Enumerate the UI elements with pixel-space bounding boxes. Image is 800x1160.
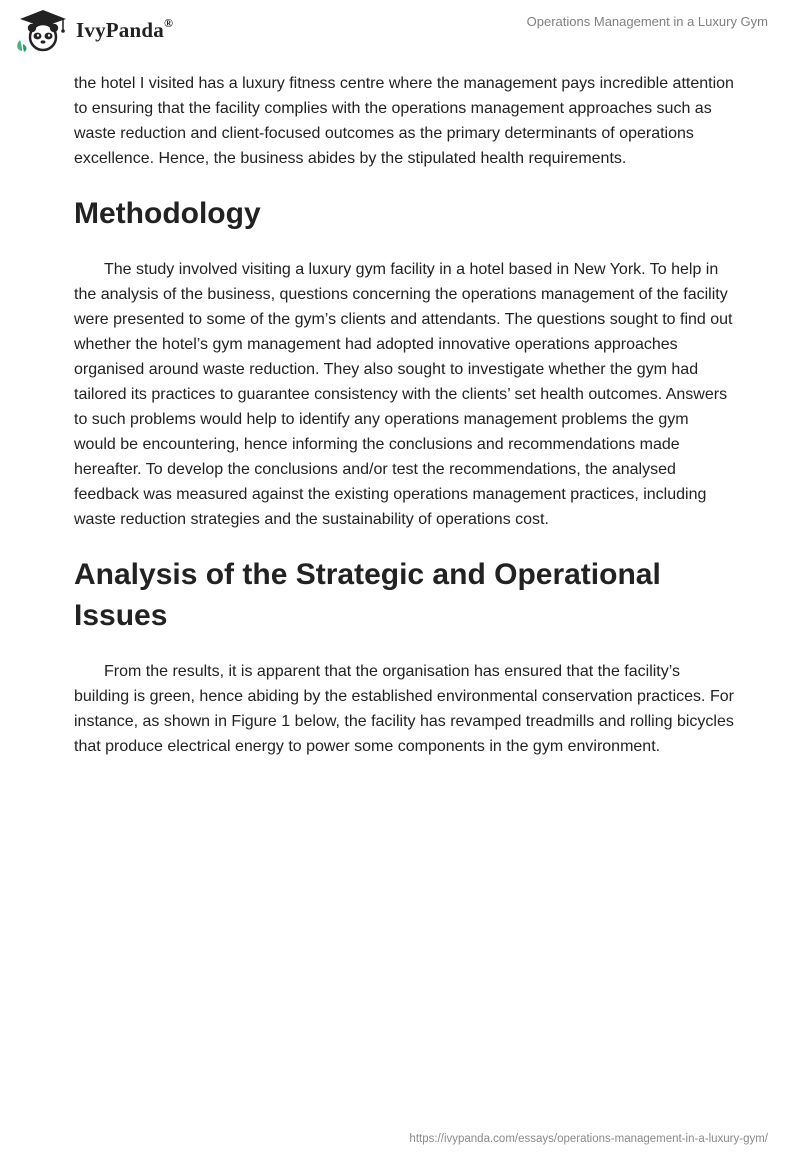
panda-graduate-icon [14, 8, 72, 52]
analysis-heading: Analysis of the Strategic and Operational Issues [74, 558, 661, 632]
article-body [74, 71, 734, 759]
methodology-paragraph: The study involved visiting a luxury gym facility in a hotel based in New York. To help in the analysis of the business, questions concerning the operations management of the facility were presented to some of the gym’s clients and attendants. The questions sought to find out whether the hotel’s gym management had adopted innovative operations approaches organised around waste reduction. They also sought to investigate whether the gym had tailored its practices to guarantee consistency with the clients’ set health outcomes. Answers to such problems would help to identify any operations management problems the gym would be encountering, hence informing the conclusions and recommendations made hereafter. To develop the conclusions and/or test the recommendations, the analysed feedback was measured against the existing operations management practices, including waste reduction strategies and the sustainability of operations cost. [74, 261, 733, 528]
methodology-heading: Methodology [74, 197, 261, 230]
document-title: Operations Management in a Luxury Gym [526, 14, 768, 29]
source-url-link[interactable]: https://ivypanda.com/essays/operations-management-in-a-luxury-gym/ [409, 1133, 768, 1145]
page-header [0, 0, 800, 64]
intro-paragraph: the hotel I visited has a luxury fitness centre where the management pays incredible attention to ensuring that the facility complies with the operations management approaches such as waste reduction and client-focused outcomes as the primary determinants of operations excellence. Hence, the business abides by the stipulated health requirements. [74, 75, 734, 167]
analysis-paragraph: From the results, it is apparent that the organisation has ensured that the facility’s building is green, hence abiding by the established environmental conservation practices. For instance, as shown in Figure 1 below, the facility has revamped treadmills and rolling bicycles that produce electrical energy to power some components in the gym environment. [74, 663, 734, 755]
logo-wordmark: IvyPanda® [76, 15, 174, 42]
ivypanda-logo[interactable] [14, 8, 173, 52]
